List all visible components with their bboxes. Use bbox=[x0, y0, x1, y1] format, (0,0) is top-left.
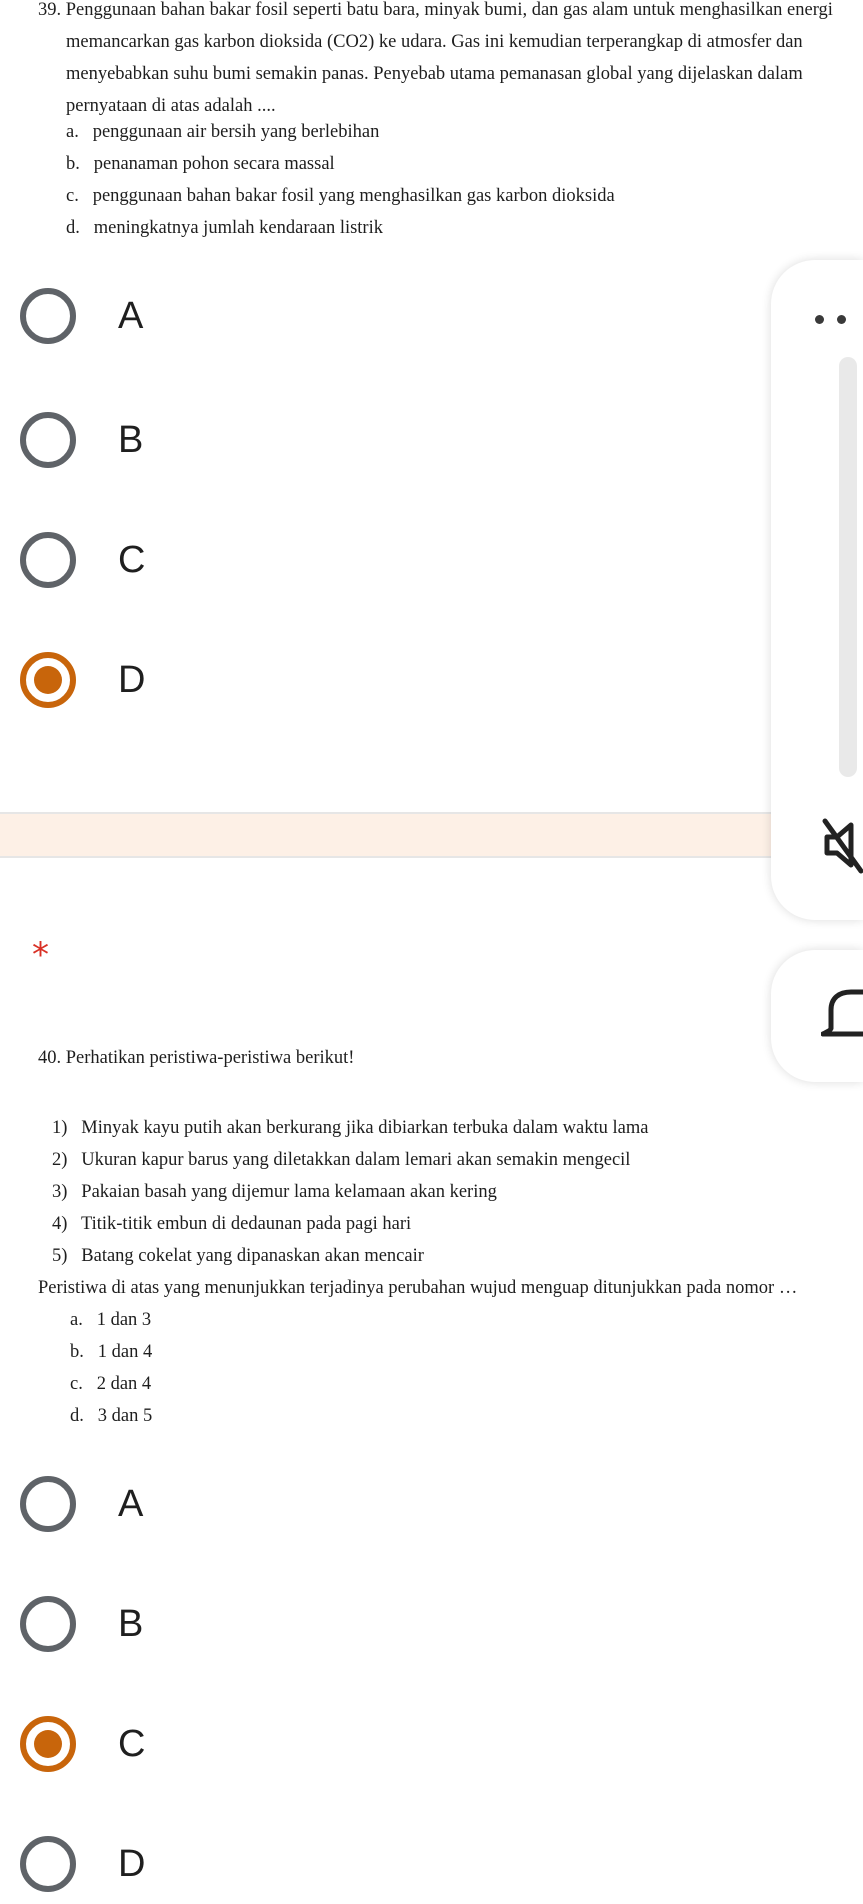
floating-media-panel[interactable] bbox=[771, 260, 863, 920]
q40-item-1: 1) Minyak kayu putih akan berkurang jika dibiarkan terbuka dalam waktu lama bbox=[52, 1118, 649, 1138]
q39-choice-a: a. penggunaan air bersih yang berlebihan bbox=[66, 122, 380, 142]
required-asterisk: * bbox=[32, 935, 49, 975]
volume-slider-track[interactable] bbox=[839, 357, 857, 777]
q39-option-a-label: A bbox=[118, 294, 144, 337]
bell-icon[interactable] bbox=[821, 984, 863, 1050]
q39-radio-d-selected[interactable] bbox=[20, 652, 76, 708]
q40-option-d[interactable] bbox=[20, 1824, 145, 1904]
q39-option-d[interactable] bbox=[20, 640, 145, 720]
q39-option-c[interactable] bbox=[20, 520, 145, 600]
q40-option-a-label: A bbox=[118, 1482, 144, 1525]
speaker-muted-icon[interactable] bbox=[821, 815, 863, 875]
q39-option-c-label: C bbox=[118, 538, 146, 581]
q39-option-b[interactable] bbox=[20, 400, 143, 480]
q39-choice-b: b. penanaman pohon secara massal bbox=[66, 154, 335, 174]
q40-radio-a[interactable] bbox=[20, 1476, 76, 1532]
q40-radio-c-selected[interactable] bbox=[20, 1716, 76, 1772]
q40-choice-b: b. 1 dan 4 bbox=[70, 1342, 153, 1362]
q40-option-d-label: D bbox=[118, 1842, 146, 1885]
q39-radio-b[interactable] bbox=[20, 412, 76, 468]
q40-radio-d[interactable] bbox=[20, 1836, 76, 1892]
q39-line-2: memancarkan gas karbon dioksida (CO2) ke udara. Gas ini kemudian terperangkap di atmosfer dan bbox=[66, 32, 803, 52]
q39-radio-a[interactable] bbox=[20, 288, 76, 344]
q40-choice-c: c. 2 dan 4 bbox=[70, 1374, 152, 1394]
q39-option-a[interactable] bbox=[20, 276, 143, 356]
q39-radio-c[interactable] bbox=[20, 532, 76, 588]
q40-option-c-label: C bbox=[118, 1722, 146, 1765]
q39-choice-d: d. meningkatnya jumlah kendaraan listrik bbox=[66, 218, 383, 238]
q40-radio-b[interactable] bbox=[20, 1596, 76, 1652]
q40-item-2: 2) Ukuran kapur barus yang diletakkan dalam lemari akan semakin mengecil bbox=[52, 1150, 631, 1170]
q40-option-b[interactable] bbox=[20, 1584, 143, 1664]
q40-option-c[interactable] bbox=[20, 1704, 145, 1784]
q40-intro: 40. Perhatikan peristiwa-peristiwa berikut! bbox=[38, 1048, 355, 1068]
q39-choice-c: c. penggunaan bahan bakar fosil yang menghasilkan gas karbon dioksida bbox=[66, 186, 615, 206]
q40-item-4: 4) Titik-titik embun di dedaunan pada pagi hari bbox=[52, 1214, 412, 1234]
more-dots-icon[interactable] bbox=[771, 310, 863, 330]
q40-question: Peristiwa di atas yang menunjukkan terjadinya perubahan wujud menguap ditunjukkan pada nomor … bbox=[38, 1278, 798, 1298]
q39-line-4: pernyataan di atas adalah .... bbox=[66, 96, 276, 116]
q40-choice-d: d. 3 dan 5 bbox=[70, 1406, 153, 1426]
q39-option-d-label: D bbox=[118, 658, 146, 701]
q40-item-3: 3) Pakaian basah yang dijemur lama kelamaan akan kering bbox=[52, 1182, 497, 1202]
q39-option-b-label: B bbox=[118, 418, 144, 461]
section-divider-band bbox=[0, 812, 773, 858]
q40-option-b-label: B bbox=[118, 1602, 144, 1645]
q39-line-1: 39. Penggunaan bahan bakar fosil seperti batu bara, minyak bumi, dan gas alam untuk menghasilkan energi bbox=[38, 0, 833, 20]
floating-notification-panel[interactable] bbox=[771, 950, 863, 1082]
q40-choice-a: a. 1 dan 3 bbox=[70, 1310, 152, 1330]
q39-line-3: menyebabkan suhu bumi semakin panas. Penyebab utama pemanasan global yang dijelaskan dalam bbox=[66, 64, 803, 84]
q40-option-a[interactable] bbox=[20, 1464, 143, 1544]
q40-item-5: 5) Batang cokelat yang dipanaskan akan mencair bbox=[52, 1246, 424, 1266]
